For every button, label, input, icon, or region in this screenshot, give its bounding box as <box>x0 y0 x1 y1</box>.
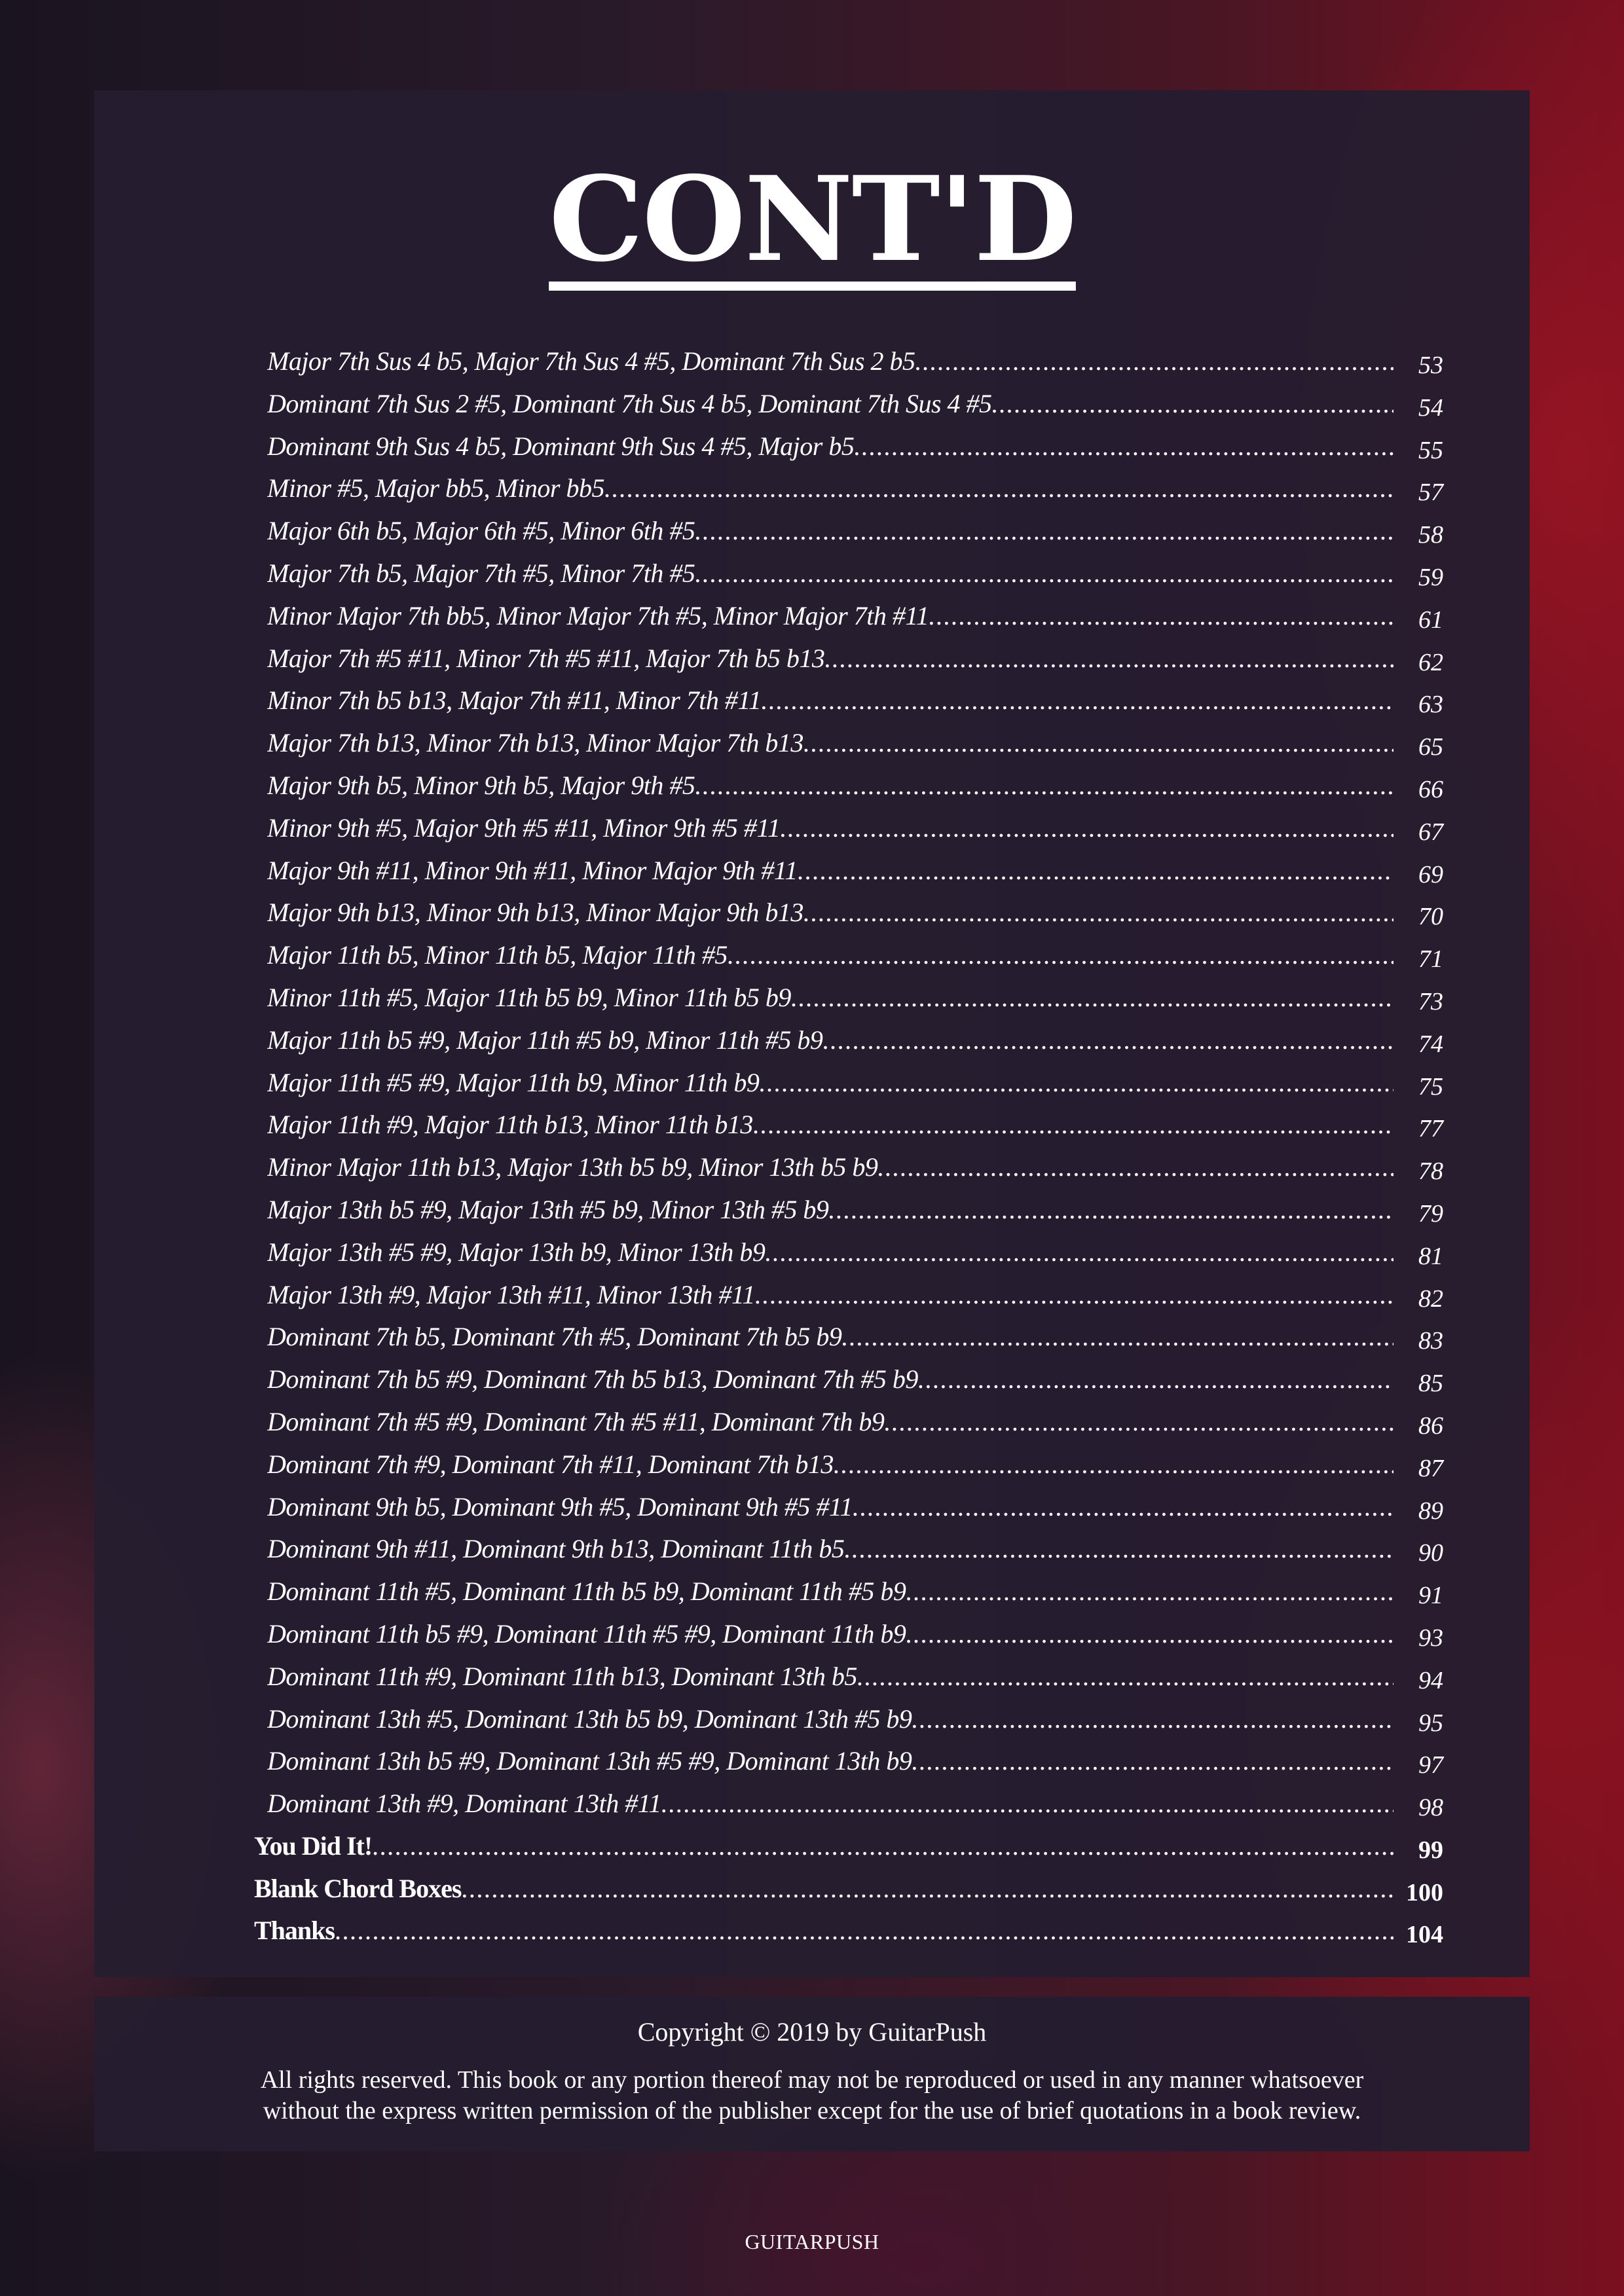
toc-entry-title: Major 9th #11, Minor 9th #11, Minor Major 9th #11 ..... <box>267 855 1393 886</box>
toc-entry <box>94 1275 1530 1318</box>
toc-main-entry-page: 104 <box>1406 1921 1443 1949</box>
toc-entry-page: 82 <box>1418 1285 1443 1313</box>
toc-entry-page: 62 <box>1418 648 1443 676</box>
copyright-panel <box>94 1997 1530 2151</box>
toc-main-entry-title: You Did It! ..... <box>254 1831 1393 1862</box>
toc-entry <box>94 469 1530 511</box>
toc-entry-title: Minor 9th #5, Major 9th #5 #11, Minor 9th #5 #11 ..... <box>267 812 1393 844</box>
toc-entry-title: Major 13th #5 #9, Major 13th b9, Minor 13th b9 ..... <box>267 1237 1393 1268</box>
toc-entry-title: Major 11th #9, Major 11th b13, Minor 11th b13 ..... <box>267 1109 1393 1140</box>
toc-entry-title: Dominant 13th #9, Dominant 13th #11 ..... <box>267 1788 1393 1819</box>
toc-entry <box>94 766 1530 809</box>
toc-entry-title: Dominant 9th b5, Dominant 9th #5, Dominant 9th #5 #11 ..... <box>267 1491 1393 1523</box>
toc-entry <box>94 809 1530 851</box>
toc-entry-page: 74 <box>1418 1030 1443 1058</box>
toc-entry-page: 94 <box>1418 1666 1443 1694</box>
toc-entry-title: Major 9th b13, Minor 9th b13, Minor Major 9th b13 ..... <box>267 897 1393 928</box>
toc-entry-page: 61 <box>1418 606 1443 634</box>
toc-entry-page: 63 <box>1418 691 1443 719</box>
toc-main-entry-title: Thanks ..... <box>254 1915 1393 1946</box>
toc-entry-title: Major 7th Sus 4 b5, Major 7th Sus 4 #5, Dominant 7th Sus 2 b5 ..... <box>267 346 1393 377</box>
toc-entry-title: Major 11th #5 #9, Major 11th b9, Minor 11th b9 ..... <box>267 1067 1393 1099</box>
toc-main-entry-title: Blank Chord Boxes ..... <box>254 1873 1393 1904</box>
toc-entry <box>94 1572 1530 1614</box>
toc-entry-page: 85 <box>1418 1370 1443 1398</box>
toc-entry-title: Major 7th b5, Major 7th #5, Minor 7th #5 ..... <box>267 558 1393 589</box>
toc-entry <box>94 1529 1530 1572</box>
toc-entry <box>94 1784 1530 1827</box>
toc-entry <box>94 511 1530 554</box>
toc-entry-title: Dominant 11th b5 #9, Dominant 11th #5 #9, Dominant 11th b9 ..... <box>267 1618 1393 1650</box>
toc-entry <box>94 384 1530 427</box>
toc-entry <box>94 1360 1530 1402</box>
toc-entry-title: Dominant 7th b5 #9, Dominant 7th b5 b13, Dominant 7th #5 b9 ..... <box>267 1364 1393 1395</box>
toc-entry-page: 66 <box>1418 775 1443 803</box>
toc-entry-title: Major 7th b13, Minor 7th b13, Minor Major 7th b13 ..... <box>267 727 1393 759</box>
toc-entry <box>94 427 1530 469</box>
toc-entry <box>94 893 1530 936</box>
toc-entry <box>94 978 1530 1021</box>
toc-entry-title: Major 7th #5 #11, Minor 7th #5 #11, Major 7th b5 b13 ..... <box>267 643 1393 674</box>
toc-entry-page: 86 <box>1418 1412 1443 1440</box>
toc-entry-title: Major 13th #9, Major 13th #11, Minor 13th #11 ..... <box>267 1279 1393 1311</box>
toc-entry <box>94 1487 1530 1530</box>
toc-entry-title: Dominant 9th #11, Dominant 9th b13, Dominant 11th b5 ..... <box>267 1533 1393 1565</box>
toc-entry-title: Minor #5, Major bb5, Minor bb5 ..... <box>267 473 1393 504</box>
toc-entry-page: 65 <box>1418 733 1443 761</box>
brand-footer: GUITARPUSH <box>745 2230 879 2253</box>
toc-entry-page: 73 <box>1418 987 1443 1015</box>
toc-entry-page: 93 <box>1418 1624 1443 1652</box>
toc-entry <box>94 1402 1530 1445</box>
rights-notice <box>147 2065 1477 2126</box>
toc-entry-page: 78 <box>1418 1157 1443 1186</box>
toc-entry-page: 67 <box>1418 818 1443 846</box>
toc-entry-page: 91 <box>1418 1582 1443 1610</box>
toc-main-entry <box>94 1911 1530 1954</box>
page-title-text: CONT'D <box>549 161 1076 291</box>
toc-entry-title: Major 9th b5, Minor 9th b5, Major 9th #5 ..... <box>267 770 1393 801</box>
toc-entry <box>94 851 1530 894</box>
toc-entry <box>94 723 1530 766</box>
toc-entry-page: 95 <box>1418 1709 1443 1737</box>
toc-entry <box>94 1021 1530 1063</box>
toc-entry-page: 55 <box>1418 436 1443 464</box>
toc-entry <box>94 596 1530 639</box>
toc-main-entry-page: 99 <box>1418 1836 1443 1864</box>
toc-entry <box>94 1445 1530 1487</box>
toc-entry <box>94 936 1530 978</box>
toc-entry-title: Dominant 7th #9, Dominant 7th #11, Dominant 7th b13 ..... <box>267 1449 1393 1480</box>
toc-entry-page: 58 <box>1418 521 1443 549</box>
toc-entry-page: 57 <box>1418 479 1443 507</box>
copyright-notice: Copyright © 2019 by GuitarPush <box>637 2017 987 2047</box>
toc-entry <box>94 342 1530 384</box>
toc-entry-title: Major 11th b5 #9, Major 11th #5 b9, Minor 11th #5 b9 ..... <box>267 1025 1393 1056</box>
toc-entry <box>94 1148 1530 1190</box>
toc-entry <box>94 1657 1530 1700</box>
toc-entry-page: 97 <box>1418 1751 1443 1779</box>
toc-entry-page: 87 <box>1418 1454 1443 1482</box>
toc-entry-page: 83 <box>1418 1327 1443 1355</box>
toc-entry-title: Minor 7th b5 b13, Major 7th #11, Minor 7th #11 ..... <box>267 685 1393 716</box>
toc-entry-page: 69 <box>1418 860 1443 888</box>
toc-entry-title: Dominant 11th #5, Dominant 11th b5 b9, Dominant 11th #5 b9 ..... <box>267 1576 1393 1607</box>
toc-entry-title: Dominant 7th Sus 2 #5, Dominant 7th Sus 4 b5, Dominant 7th Sus 4 #5 ..... <box>267 388 1393 420</box>
toc-entry <box>94 681 1530 723</box>
toc-entry <box>94 1190 1530 1233</box>
toc-entry <box>94 1317 1530 1360</box>
toc-entry <box>94 639 1530 682</box>
toc-entry-page: 71 <box>1418 945 1443 974</box>
toc-entry <box>94 1741 1530 1784</box>
toc-entry-page: 59 <box>1418 563 1443 591</box>
toc-entry-title: Major 13th b5 #9, Major 13th #5 b9, Minor 13th #5 b9 ..... <box>267 1194 1393 1226</box>
toc-entry-page: 79 <box>1418 1199 1443 1228</box>
toc-entry <box>94 1105 1530 1148</box>
toc-entry-title: Major 6th b5, Major 6th #5, Minor 6th #5 ..... <box>267 515 1393 547</box>
toc-entry <box>94 1614 1530 1657</box>
toc-entry-page: 77 <box>1418 1115 1443 1143</box>
toc-entry-page: 90 <box>1418 1539 1443 1567</box>
toc-entry-page: 75 <box>1418 1072 1443 1101</box>
toc-entry-title: Dominant 11th #9, Dominant 11th b13, Dominant 13th b5 ..... <box>267 1661 1393 1692</box>
toc-entry-page: 70 <box>1418 903 1443 931</box>
toc-main-entry <box>94 1869 1530 1912</box>
rights-notice-line-1: All rights reserved. This book or any portion thereof may not be reproduced or used in any manner whatsoever <box>260 2066 1364 2094</box>
toc-entry-title: Dominant 7th #5 #9, Dominant 7th #5 #11, Dominant 7th b9 ..... <box>267 1406 1393 1438</box>
contents-panel <box>94 90 1530 1977</box>
toc-entry-title: Dominant 13th #5, Dominant 13th b5 b9, Dominant 13th #5 b9 ..... <box>267 1704 1393 1735</box>
toc-entry-page: 54 <box>1418 393 1443 422</box>
toc-entry <box>94 1700 1530 1742</box>
toc-entry <box>94 1233 1530 1275</box>
toc-main-entry-page: 100 <box>1406 1878 1443 1906</box>
toc-entry-title: Dominant 13th b5 #9, Dominant 13th #5 #9, Dominant 13th b9 ..... <box>267 1745 1393 1777</box>
rights-notice-line-2: without the express written permission of the publisher except for the use of brief quotations in a book review. <box>263 2097 1361 2124</box>
toc-entry-page: 81 <box>1418 1242 1443 1270</box>
page-title <box>94 151 1530 291</box>
toc-entry-title: Dominant 9th Sus 4 b5, Dominant 9th Sus 4 #5, Major b5 ..... <box>267 431 1393 462</box>
toc-entry <box>94 554 1530 596</box>
toc-entry-title: Minor Major 11th b13, Major 13th b5 b9, Minor 13th b5 b9 ..... <box>267 1152 1393 1183</box>
toc-entry-title: Major 11th b5, Minor 11th b5, Major 11th #5 ..... <box>267 939 1393 971</box>
toc-main-entry <box>94 1827 1530 1869</box>
toc-entry-page: 89 <box>1418 1497 1443 1525</box>
toc-entry-page: 53 <box>1418 352 1443 379</box>
toc-entry-title: Minor 11th #5, Major 11th b5 b9, Minor 11th b5 b9 ..... <box>267 982 1393 1013</box>
table-of-contents <box>94 342 1530 1954</box>
toc-entry <box>94 1063 1530 1106</box>
toc-entry-title: Dominant 7th b5, Dominant 7th #5, Dominant 7th b5 b9 ..... <box>267 1321 1393 1353</box>
toc-entry-page: 98 <box>1418 1794 1443 1822</box>
toc-entry-title: Minor Major 7th bb5, Minor Major 7th #5, Minor Major 7th #11 ..... <box>267 600 1393 632</box>
